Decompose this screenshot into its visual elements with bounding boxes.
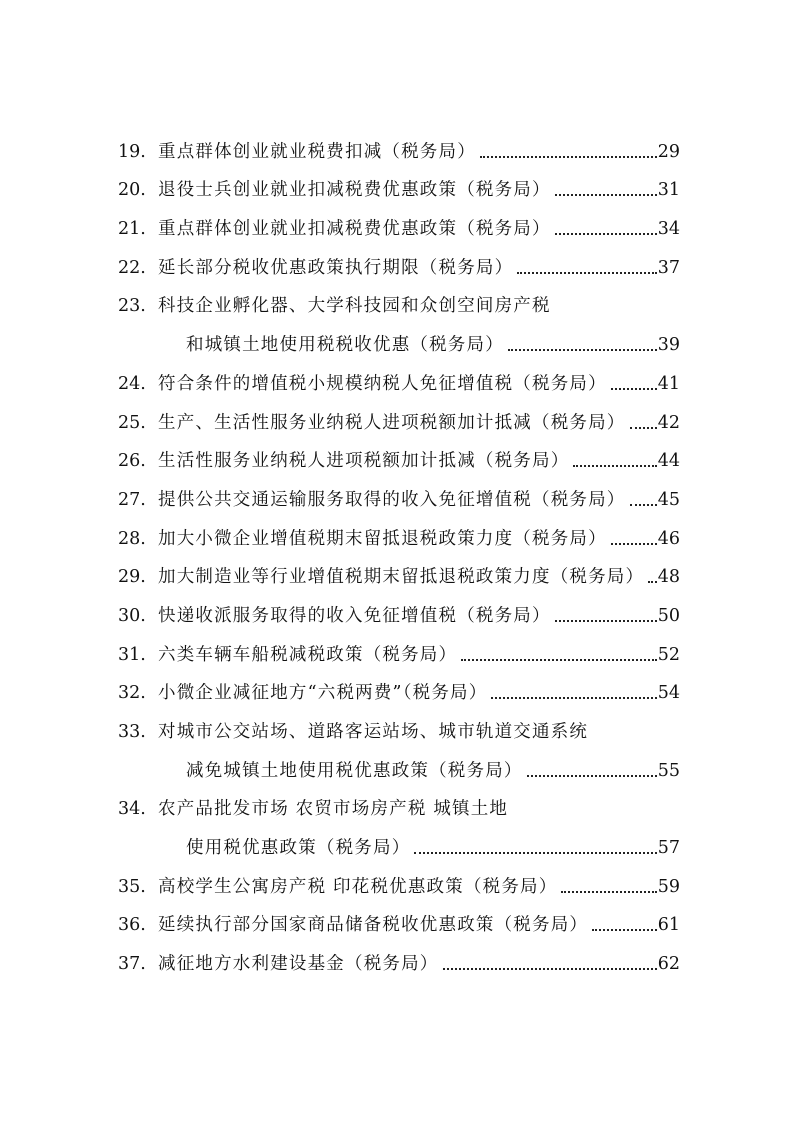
toc-entry-title: 使用税优惠政策（税务局） [186,838,411,859]
toc-entry-title: 重点群体创业就业税费扣减（税务局） [158,141,476,162]
toc-entry-number: 24. [118,373,146,394]
toc-line [118,317,680,356]
toc-entry-number: 30. [118,605,146,626]
toc-page-number: 62 [657,954,680,975]
toc-line [118,743,680,782]
toc-entry-number: 29. [118,567,146,588]
toc-entry-title: 加大制造业等行业增值税期末留抵退税政策力度（税务局） [158,567,645,588]
toc-entry-title: 符合条件的增值税小规模纳税人免征增值税（税务局） [158,373,607,394]
toc-entry-title: 六类车辆车船税减税政策（税务局） [158,644,458,665]
toc-entry-title: 生产、生活性服务业纳税人进项税额加计抵减（税务局） [158,412,626,433]
toc-entry-number: 32. [118,683,146,704]
toc-entry-number: 25. [118,412,146,433]
toc-entry [118,782,680,859]
toc-entry-title: 退役士兵创业就业扣减税费优惠政策（税务局） [158,180,551,201]
toc-line [118,472,680,511]
toc-line [118,201,680,240]
toc-entry [118,240,680,279]
toc-dot-leader [555,194,657,196]
toc-page-number: 57 [657,838,680,859]
toc-dot-leader [508,349,657,351]
toc-entry [118,898,680,937]
toc-entry-title: 重点群体创业就业扣减税费优惠政策（税务局） [158,219,551,240]
toc-entry [118,859,680,898]
toc-line [118,588,680,627]
toc-page-number: 59 [657,876,680,897]
toc-dot-leader [611,543,657,545]
toc-page-number: 37 [657,257,680,278]
toc-line [118,666,680,705]
toc-entry-title: 减征地方水利建设基金（税务局） [158,954,439,975]
toc-line [118,124,680,163]
toc-entry-number: 36. [118,915,146,936]
toc-entry [118,627,680,666]
toc-entry [118,124,680,163]
toc-line [118,550,680,589]
toc-line [118,279,680,318]
toc-entry [118,704,680,781]
toc-entry-number: 20. [118,180,146,201]
toc-entry-number: 27. [118,489,146,510]
toc-entry-number: 26. [118,451,146,472]
table-of-contents [118,124,680,975]
toc-entry [118,666,680,705]
toc-entry-number: 22. [118,257,146,278]
toc-line [118,704,680,743]
toc-line [118,395,680,434]
toc-page-number: 39 [657,335,680,356]
toc-dot-leader [555,620,657,622]
toc-line [118,240,680,279]
toc-entry-number: 23. [118,296,146,317]
toc-line [118,511,680,550]
toc-page-number: 52 [657,644,680,665]
toc-entry-title: 快递收派服务取得的收入免征增值税（税务局） [158,605,551,626]
toc-entry-number: 35. [118,876,146,897]
toc-dot-leader [630,504,657,506]
toc-dot-leader [648,581,657,583]
toc-entry [118,434,680,473]
toc-entry-title: 生活性服务业纳税人进项税额加计抵减（税务局） [158,451,570,472]
toc-page-number: 48 [657,567,680,588]
toc-page-number: 54 [657,683,680,704]
toc-entry-title: 延续执行部分国家商品储备税收优惠政策（税务局） [158,915,589,936]
toc-entry-number: 19. [118,141,146,162]
toc-entry-title: 对城市公交站场、道路客运站场、城市轨道交通系统 [158,722,589,742]
toc-dot-leader [592,929,657,931]
toc-entry [118,279,680,356]
toc-page-number: 41 [657,373,680,394]
toc-page-number: 61 [657,915,680,936]
toc-entry-title: 农产品批发市场 农贸市场房产税 城镇土地 [158,799,509,820]
toc-dot-leader [561,891,656,893]
toc-entry-number: 37. [118,954,146,975]
toc-dot-leader [517,272,656,274]
toc-entry-number: 34. [118,799,146,820]
toc-line [118,859,680,898]
toc-entry [118,550,680,589]
toc-page-number: 44 [657,451,680,472]
toc-line [118,936,680,975]
toc-entry-title: 提供公共交通运输服务取得的收入免征增值税（税务局） [158,489,626,510]
toc-page-number: 46 [657,528,680,549]
toc-page-number: 34 [657,219,680,240]
toc-dot-leader [527,775,657,777]
toc-entry [118,201,680,240]
toc-page-number: 29 [657,141,680,162]
toc-dot-leader [480,156,657,158]
toc-dot-leader [491,697,656,699]
toc-page-number: 50 [657,605,680,626]
toc-entry [118,163,680,202]
toc-page-number: 55 [657,760,680,781]
toc-dot-leader [630,427,657,429]
toc-line [118,782,680,821]
toc-dot-leader [573,465,656,467]
toc-line [118,356,680,395]
toc-entry [118,395,680,434]
toc-entry-title: 小微企业减征地方“六税两费”（税务局） [158,683,488,704]
toc-dot-leader [611,388,657,390]
toc-dot-leader [443,968,657,970]
toc-entry-title: 和城镇土地使用税税收优惠（税务局） [186,335,504,356]
toc-entry [118,472,680,511]
toc-line [118,820,680,859]
toc-dot-leader [555,233,657,235]
toc-line [118,627,680,666]
toc-entry-number: 33. [118,722,146,742]
toc-entry-number: 28. [118,528,146,549]
toc-line [118,163,680,202]
toc-dot-leader [414,852,656,854]
toc-entry-title: 减免城镇土地使用税优惠政策（税务局） [186,760,523,781]
toc-entry-number: 21. [118,219,146,240]
toc-entry-title: 延长部分税收优惠政策执行期限（税务局） [158,257,514,278]
toc-dot-leader [461,659,657,661]
toc-entry-number: 31. [118,644,146,665]
toc-page-number: 42 [657,412,680,433]
toc-entry [118,936,680,975]
toc-page-number: 45 [657,489,680,510]
toc-entry [118,356,680,395]
toc-line [118,434,680,473]
toc-page-number: 31 [657,180,680,201]
toc-entry-title: 科技企业孵化器、大学科技园和众创空间房产税 [158,296,551,317]
toc-entry-title: 加大小微企业增值税期末留抵退税政策力度（税务局） [158,528,607,549]
toc-entry [118,588,680,627]
toc-entry-title: 高校学生公寓房产税 印花税优惠政策（税务局） [158,876,558,897]
toc-entry [118,511,680,550]
toc-line [118,898,680,937]
